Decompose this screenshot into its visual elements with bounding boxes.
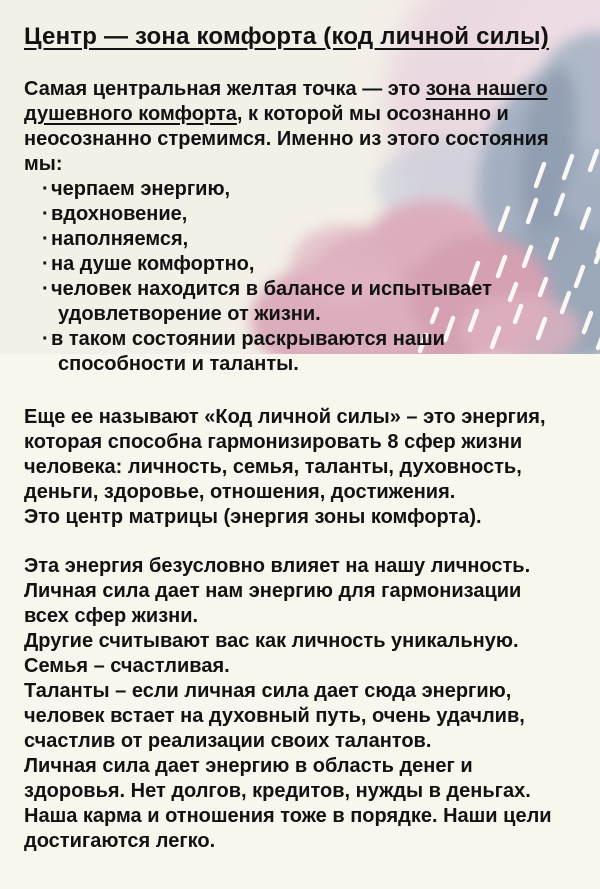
intro-text: , к которой мы осознанно и bbox=[236, 103, 509, 125]
bullet-dot: · bbox=[42, 278, 49, 300]
page-title: Центр — зона комфорта (код личной силы) bbox=[24, 23, 549, 50]
bullet-dot: · bbox=[42, 328, 49, 350]
list-item bbox=[24, 202, 584, 227]
bullet-dot: · bbox=[42, 203, 49, 225]
list-item bbox=[24, 277, 584, 327]
intro-line-2 bbox=[24, 102, 584, 127]
intro-text: Самая центральная желтая точка — это bbox=[24, 78, 426, 100]
list-item-text: · в таком состоянии раскрываются наши bbox=[42, 328, 445, 350]
bullet-dot: · bbox=[42, 228, 49, 250]
list-item-text: на душе комфортно, bbox=[51, 253, 255, 275]
list-item-text: вдохновение, bbox=[51, 203, 188, 225]
list-item-text: черпаем энергию, bbox=[51, 178, 231, 200]
list-item-text-continued: способности и таланты. bbox=[58, 353, 299, 375]
intro-line-4: мы: bbox=[24, 153, 63, 175]
bullet-list bbox=[24, 177, 584, 377]
list-item bbox=[24, 227, 584, 252]
paragraph-energy-influence: Эта энергия безусловно влияет на нашу личность. Личная сила дает нам энергию для гармонизации всех сфер жизни. Другие считывают вас как личность уникальную. Семья – счастливая. Таланты – если личная сила дает сюда энергию, человек встает на духовный путь, очень удачлив, счастлив от реализации своих талантов. Личная сила дает энергию в область денег и здоровья. Нет долгов, кредитов, нужды в деньгах. Наша карма и отношения тоже в порядке. Наши цели достигаются легко. bbox=[24, 555, 552, 852]
list-item bbox=[24, 327, 584, 377]
list-item-text: · человек находится в балансе и испытывает bbox=[42, 278, 492, 300]
list-item-text: наполняемся, bbox=[51, 228, 189, 250]
list-item bbox=[24, 252, 584, 277]
paragraph-personal-power-code: Еще ее называют «Код личной силы» – это энергия, которая способна гармонизировать 8 сфер жизни человека: личность, семья, таланты, духовность, деньги, здоровье, отношения, достижения. Это центр матрицы (энергия зоны комфорта). bbox=[24, 406, 546, 528]
intro-underlined-phrase: зона нашего bbox=[425, 78, 548, 100]
bullet-dot: · bbox=[42, 178, 49, 200]
bullet-dot: · bbox=[42, 253, 49, 275]
list-item bbox=[24, 177, 584, 202]
intro-line-1 bbox=[24, 77, 584, 102]
intro-underlined-phrase: душевного комфорта bbox=[24, 103, 237, 125]
intro-line-3: неосознанно стремимся. Именно из этого состояния bbox=[24, 128, 549, 150]
list-item-text-continued: удовлетворение от жизни. bbox=[58, 303, 321, 325]
intro-paragraph bbox=[24, 77, 584, 177]
